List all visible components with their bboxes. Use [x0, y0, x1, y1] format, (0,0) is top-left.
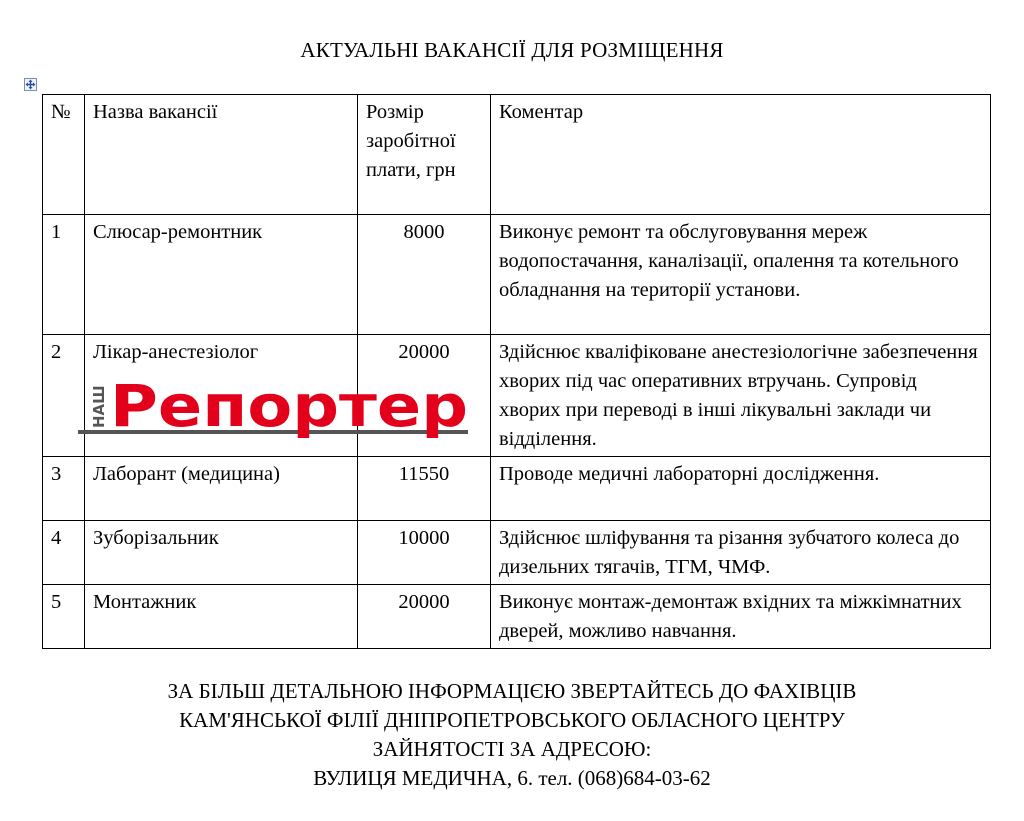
reporter-logo-watermark: [74, 372, 472, 438]
document-title: АКТУАЛЬНІ ВАКАНСІЇ ДЛЯ РОЗМІЩЕННЯ: [300, 38, 724, 62]
watermark-main-text: Репортер: [110, 372, 468, 438]
table-row: [43, 457, 991, 521]
row-name: Зуборізальник: [85, 521, 358, 585]
table-row: [43, 585, 991, 649]
footer-line-2: КАМ'ЯНСЬКОЇ ФІЛІЇ ДНІПРОПЕТРОВСЬКОГО ОБЛАСНОГО ЦЕНТРУ: [179, 708, 845, 732]
table-row: [43, 215, 991, 335]
footer-line-1: ЗА БІЛЬШ ДЕТАЛЬНОЮ ІНФОРМАЦІЄЮ ЗВЕРТАЙТЕСЬ ДО ФАХІВЦІВ: [167, 679, 857, 703]
table-row: [43, 521, 991, 585]
row-salary: 8000: [358, 215, 491, 335]
row-name: Монтажник: [85, 585, 358, 649]
row-number: 4: [43, 521, 85, 585]
row-comment: Проводе медичні лабораторні дослідження.: [491, 457, 991, 521]
row-comment: Виконує монтаж-демонтаж вхідних та міжкімнатних дверей, можливо навчання.: [491, 585, 991, 649]
row-name: Лікар-анестезіолог: [85, 335, 358, 457]
row-number: 2: [43, 335, 85, 457]
table-move-handle-icon[interactable]: [24, 78, 37, 91]
row-comment: Здійснює шліфування та різання зубчатого колеса до дизельних тягачів, ТГМ, ЧМФ.: [491, 521, 991, 585]
contact-footer: [0, 677, 1024, 793]
header-salary: Розмір заробітної плати, грн: [358, 95, 491, 215]
header-name: Назва вакансії: [85, 95, 358, 215]
row-salary: 20000: [358, 335, 491, 457]
header-comment: Коментар: [491, 95, 991, 215]
row-salary: 10000: [358, 521, 491, 585]
row-salary: 11550: [358, 457, 491, 521]
footer-line-4: ВУЛИЦЯ МЕДИЧНА, 6. тел. (068)684-03-62: [313, 766, 711, 790]
footer-line-3: ЗАЙНЯТОСТІ ЗА АДРЕСОЮ:: [372, 737, 652, 761]
row-name: Слюсар-ремонтник: [85, 215, 358, 335]
table-header-row: [43, 95, 991, 215]
row-comment: Здійснює кваліфіковане анестезіологічне забезпечення хворих під час оперативних втручань. Супровід хворих при переводі в інші лікувальні заклади чи відділення.: [491, 335, 991, 457]
row-name: Лаборант (медицина): [85, 457, 358, 521]
row-salary: 20000: [358, 585, 491, 649]
row-number: 5: [43, 585, 85, 649]
header-number: №: [43, 95, 85, 215]
row-number: 3: [43, 457, 85, 521]
watermark-small-text: НАШ: [90, 385, 108, 428]
row-comment: Виконує ремонт та обслуговування мереж водопостачання, каналізації, опалення та котельного обладнання на території установи.: [491, 215, 991, 335]
row-number: 1: [43, 215, 85, 335]
